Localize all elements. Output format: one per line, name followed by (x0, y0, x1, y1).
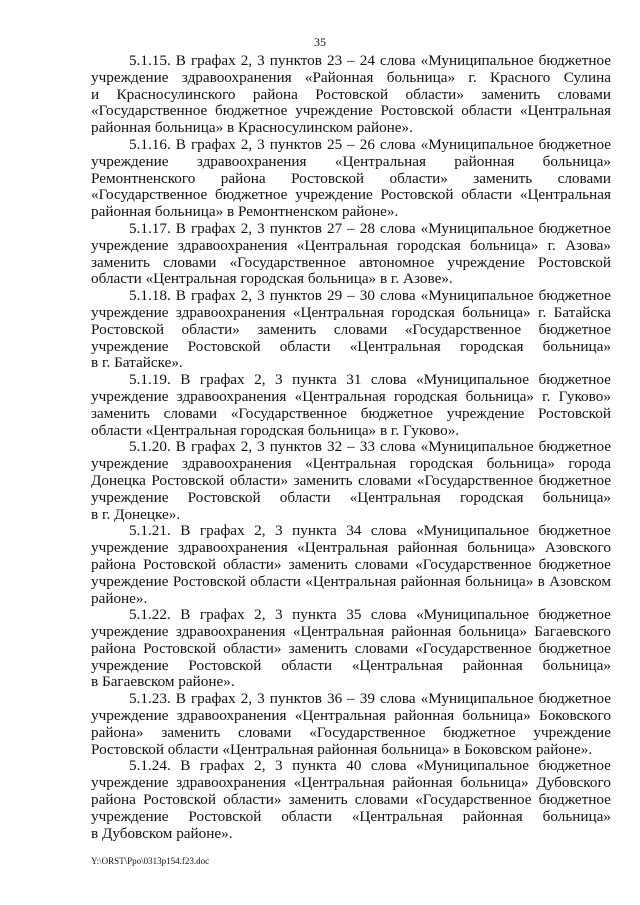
document-body (91, 53, 611, 842)
text-line: 5.1.24. В графах 2, 3 пункта 40 слова «Муниципальное бюджетное (129, 757, 611, 775)
text-line: Донецка Ростовской области» заменить словами «Государственное бюджетное (91, 471, 611, 489)
text-line: «Государственное бюджетное учреждение Ростовской области «Центральная (91, 186, 611, 204)
text-line: в г. Донецке». (91, 505, 181, 523)
text-line: учреждение Ростовской области «Центральная городская больница» (91, 337, 611, 355)
text-line: учреждение здравоохранения «Центральная районная больница» Багаевского (91, 623, 611, 641)
text-line: учреждение здравоохранения «Центральная городская больница» г. Батайска (91, 303, 611, 321)
paragraph (91, 758, 611, 842)
text-line: учреждение Ростовской области «Центральная городская больница» (91, 488, 611, 506)
text-line: района» заменить словами «Государственное бюджетное учреждение (91, 723, 611, 741)
text-line: учреждение здравоохранения «Центральная районная больница» Боковского (91, 707, 611, 725)
page-number: 35 (314, 35, 326, 49)
text-line: учреждение Ростовской области «Центральная районная больница» (91, 656, 611, 674)
text-line: района Ростовской области» заменить словами «Государственное бюджетное (91, 639, 611, 657)
text-line: района Ростовской области» заменить словами «Государственное бюджетное (91, 791, 611, 809)
text-line: учреждение Ростовской области «Центральная районная больница» (91, 807, 611, 825)
text-line: 5.1.22. В графах 2, 3 пункта 35 слова «Муниципальное бюджетное (129, 606, 611, 624)
text-line: в Дубовском районе». (91, 824, 233, 842)
paragraph (91, 53, 611, 137)
text-line: районе». (91, 589, 148, 607)
text-line: 5.1.19. В графах 2, 3 пункта 31 слова «Муниципальное бюджетное (129, 371, 611, 389)
text-line: 5.1.16. В графах 2, 3 пунктов 25 – 26 слова «Муниципальное бюджетное (129, 135, 611, 153)
paragraph (91, 372, 611, 439)
text-line: области «Центральная городская больница» в г. Гуково». (91, 421, 460, 439)
text-line: 5.1.15. В графах 2, 3 пунктов 23 – 24 слова «Муниципальное бюджетное (129, 52, 611, 69)
paragraph (91, 691, 611, 758)
text-line: учреждение здравоохранения «Центральная районная больница» Дубовского (91, 774, 611, 792)
text-line: заменить словами «Государственное автономное учреждение Ростовской (91, 253, 611, 271)
text-line: в г. Батайске». (91, 354, 183, 372)
text-line: 5.1.21. В графах 2, 3 пункта 34 слова «Муниципальное бюджетное (129, 522, 611, 540)
paragraph (91, 288, 611, 372)
text-line: Ремонтненского района Ростовской области» заменить словами (91, 169, 611, 187)
text-line: и Красносулинского района Ростовской области» заменить словами (91, 85, 611, 103)
text-line: района Ростовской области» заменить словами «Государственное бюджетное (91, 555, 611, 573)
text-line: районная больница» в Красносулинском районе». (91, 119, 413, 137)
text-line: учреждение здравоохранения «Центральная городская больница» города (91, 455, 611, 473)
text-line: 5.1.17. В графах 2, 3 пунктов 27 – 28 слова «Муниципальное бюджетное (129, 219, 611, 237)
text-line: 5.1.18. В графах 2, 3 пунктов 29 – 30 слова «Муниципальное бюджетное (129, 287, 611, 305)
text-line: заменить словами «Государственное бюджетное учреждение Ростовской (91, 404, 611, 422)
text-line: области «Центральная городская больница» в г. Азове». (91, 270, 453, 288)
paragraph (91, 523, 611, 607)
paragraph (91, 221, 611, 288)
text-line: учреждение здравоохранения «Центральная городская больница» г. Гуково» (91, 387, 611, 405)
text-line: учреждение здравоохранения «Районная больница» г. Красного Сулина (91, 68, 611, 86)
text-line: учреждение Ростовской области «Центральная районная больница» в Азовском (91, 572, 611, 590)
text-line: 5.1.23. В графах 2, 3 пунктов 36 – 39 слова «Муниципальное бюджетное (129, 690, 611, 708)
text-line: Ростовской области» заменить словами «Государственное бюджетное (91, 320, 611, 338)
text-line: 5.1.20. В графах 2, 3 пунктов 32 – 33 слова «Муниципальное бюджетное (129, 438, 611, 456)
paragraph (91, 137, 611, 221)
file-path-footer: Y:\ORST\Ppo\0313p154.f23.doc (91, 856, 210, 866)
text-line: учреждение здравоохранения «Центральная районная больница» (91, 152, 611, 170)
text-line: учреждение здравоохранения «Центральная районная больница» Азовского (91, 539, 611, 557)
text-line: «Государственное бюджетное учреждение Ростовской области «Центральная (91, 102, 611, 120)
text-line: учреждение здравоохранения «Центральная городская больница» г. Азова» (91, 236, 611, 254)
paragraph (91, 439, 611, 523)
text-line: в Багаевском районе». (91, 673, 235, 691)
text-line: районная больница» в Ремонтненском районе». (91, 203, 399, 221)
paragraph (91, 607, 611, 691)
text-line: Ростовской области «Центральная районная больница» в Боковском районе». (91, 740, 593, 758)
